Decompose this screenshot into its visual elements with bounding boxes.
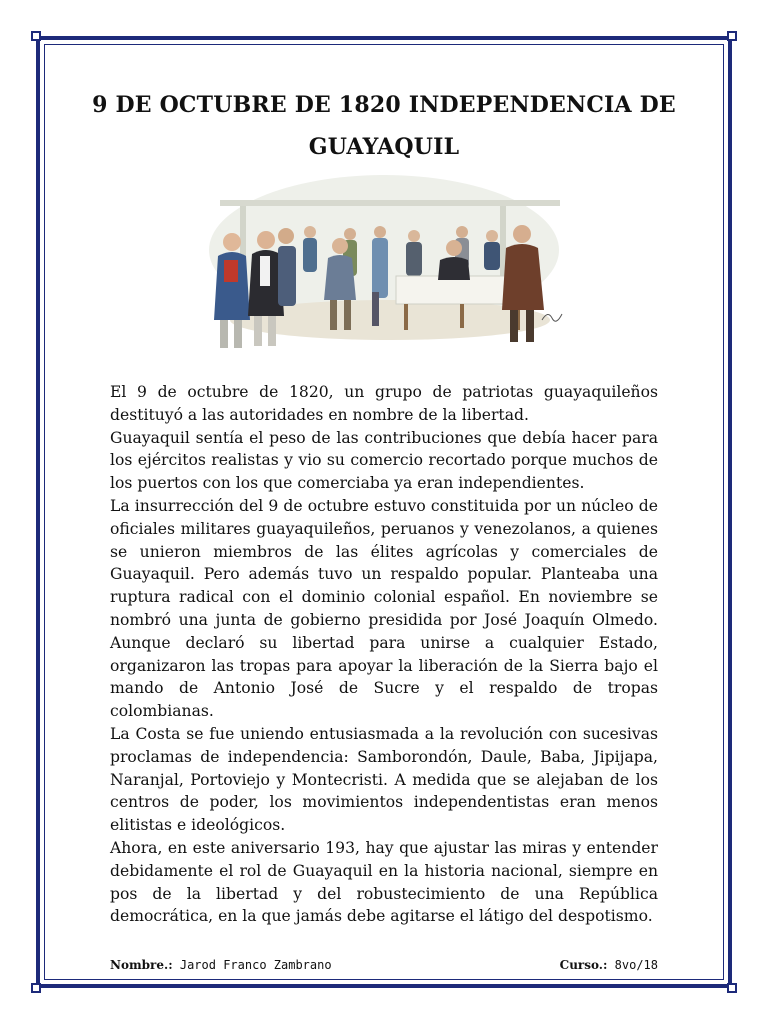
footer-course xyxy=(560,958,658,972)
paragraph-2: Guayaquil sentía el peso de las contribuciones que debía hacer para los ejércitos realistas y vio su comercio recortado porque muchos de los puertos con los que comerciaba ya eran independientes. xyxy=(110,428,658,493)
paragraph-1: El 9 de octubre de 1820, un grupo de patriotas guayaquileños destituyó a las autoridades en nombre de la libertad. xyxy=(110,383,658,424)
border-corner-ornament xyxy=(31,31,41,41)
footer-name-value: Jarod Franco Zambrano xyxy=(179,958,332,972)
footer-name xyxy=(110,958,332,972)
footer-course-label: Curso.: xyxy=(559,958,608,972)
border-corner-ornament xyxy=(727,983,737,993)
paragraph-5: Ahora, en este aniversario 193, hay que ajustar las miras y entender debidamente el rol de Guayaquil en la historia nacional, siempre en pos de la libertad y del robustecimiento de una República democrática, en la que jamás debe agitarse el látigo del despotismo. xyxy=(110,838,658,926)
independence-signing-illustration xyxy=(200,170,568,356)
paragraph-4: La Costa se fue uniendo entusiasmada a la revolución con sucesivas proclamas de independencia: Samborondón, Daule, Baba, Jipijapa, Naranjal, Portoviejo y Montecristi. A medida que se alejaban de los centros de poder, los movimientos independentistas eran menos elitistas e ideológicos. xyxy=(110,724,658,835)
border-corner-ornament xyxy=(31,983,41,993)
footer-name-label: Nombre.: xyxy=(110,958,173,972)
article-body xyxy=(110,381,658,928)
footer-course-value: 8vo/18 xyxy=(614,958,658,972)
page-title: 9 DE OCTUBRE DE 1820 INDEPENDENCIA DE GUAYAQUIL xyxy=(92,92,676,160)
border-corner-ornament xyxy=(727,31,737,41)
paragraph-3: La insurrección del 9 de octubre estuvo constituida por un núcleo de oficiales militares guayaquileños, peruanos y venezolanos, a quienes se unieron miembros de las élites agrícolas y comerciales de Guayaquil. Pero además tuvo un respaldo popular. Planteaba una ruptura radical con el dominio colonial español. En noviembre se nombró una junta de gobierno presidida por José Joaquín Olmedo. Aunque declaró su libertad para unirse a cualquier Estado, organizaron las tropas para apoyar la liberación de la Sierra bajo el mando de Antonio José de Sucre y el respaldo de tropas colombianas. xyxy=(110,496,658,721)
